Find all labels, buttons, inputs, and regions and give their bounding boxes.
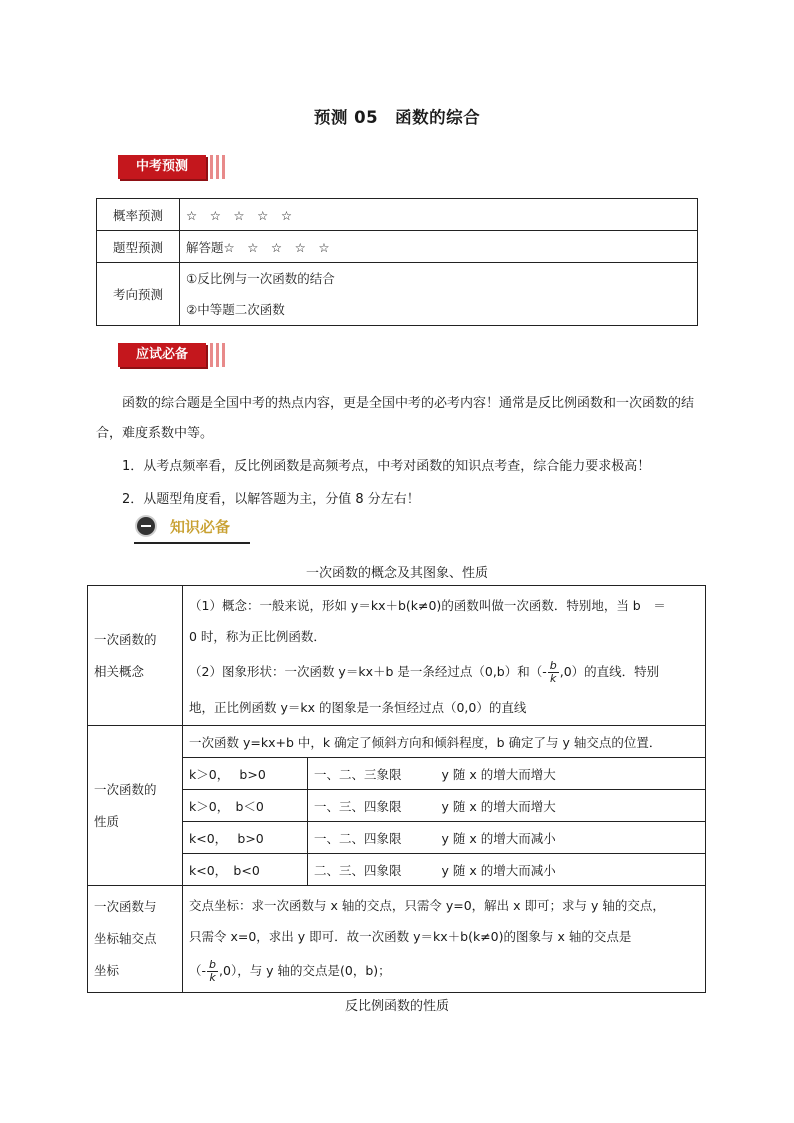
quadrant-text: 一、三、四象限 (314, 798, 402, 814)
table-caption: 一次函数的概念及其图象、性质 (305, 566, 488, 581)
ribbon-stripe (216, 343, 219, 367)
intersection-line-coords (189, 952, 699, 990)
label-line: 相关概念 (94, 663, 145, 679)
table-cell-value (180, 263, 698, 326)
intersection-line: 只需令 x=0，求出 y 即可．故一次函数 y＝kx＋b(k≠0)的图象与 x 轴的交点是 (189, 929, 632, 944)
table-cell-value: 解答题☆ ☆ ☆ ☆ ☆ (180, 231, 698, 263)
ribbon-stripe (210, 343, 213, 367)
trend-text: y 随 x 的增大而减小 (441, 862, 556, 878)
concept-line: 地，正比例函数 y＝kx 的图象是一条恒经过点（0,0）的直线 (189, 700, 527, 715)
concept-line-shape (189, 652, 699, 692)
concept-content (183, 586, 706, 726)
quadrant-cell (308, 854, 706, 886)
fraction-numerator: b (549, 659, 557, 672)
fraction-denominator: k (209, 971, 216, 984)
quadrant-cell (308, 758, 706, 790)
table-row (88, 726, 706, 758)
condition-cell: k<0， b>0 (183, 822, 308, 854)
intro-paragraph: 函数的综合题是全国中考的热点内容，更是全国中考的必考内容！通常是反比例函数和一次函数的结合，难度系数中等。 (96, 396, 695, 441)
fraction-sign: - (201, 963, 207, 978)
row-label-concept (88, 586, 183, 726)
table-cell-label: 考向预测 (97, 263, 180, 326)
table-row (88, 586, 706, 726)
ribbon-exam-essentials (110, 343, 230, 367)
properties-intro: 一次函数 y=kx+b 中，k 确定了倾斜方向和倾斜程度，b 确定了与 y 轴交点的位置． (183, 726, 706, 758)
table-caption: 反比例函数的性质 (344, 999, 449, 1014)
ribbon-stripe (222, 155, 225, 179)
direction-item: ②中等题二次函数 (186, 302, 285, 317)
label-line: 性质 (94, 813, 120, 829)
intro-point-2: 2．从题型角度看，以解答题为主，分值 8 分左右！ (122, 492, 420, 507)
label-line: 一次函数的 (94, 631, 157, 647)
condition-cell: k＞0， b>0 (183, 758, 308, 790)
knowledge-title: 知识必备 (170, 518, 231, 536)
trend-text: y 随 x 的增大而增大 (441, 798, 556, 814)
fraction-b-over-k (207, 959, 218, 984)
intersection-line: 交点坐标：求一次函数与 x 轴的交点，只需令 y=0，解出 x 即可；求与 y 轴的交点， (189, 898, 665, 913)
table-row (88, 886, 706, 993)
fraction-numerator: b (209, 958, 217, 971)
ribbon-label: 应试必备 (118, 343, 206, 367)
concept-line: （1）概念：一般来说，形如 y＝kx＋b(k≠0)的函数叫做一次函数．特别地，当 b ＝ (189, 598, 666, 613)
label-line: 坐标 (94, 963, 120, 978)
fraction-sign: - (542, 664, 547, 679)
quadrant-text: 一、二、三象限 (314, 766, 402, 782)
concept-text: ,0）的直线．特别 (559, 664, 660, 679)
quadrant-cell (308, 822, 706, 854)
row-label-intersection (88, 886, 183, 993)
concept-text: （2）图象形状：一次函数 y＝kx＋b 是一条经过点（0,b）和（ (189, 664, 543, 679)
condition-cell: k＞0， b＜0 (183, 790, 308, 822)
ribbon-stripe (216, 155, 219, 179)
label-line: 坐标轴交点 (94, 931, 157, 946)
table-row (97, 199, 698, 231)
trend-text: y 随 x 的增大而减小 (441, 830, 556, 846)
ribbon-label: 中考预测 (118, 155, 206, 179)
intro-point-1: 1．从考点频率看，反比例函数是高频考点，中考对函数的知识点考查，综合能力要求极高！ (122, 459, 651, 474)
table-cell-value: ☆ ☆ ☆ ☆ ☆ (180, 199, 698, 231)
table-row (97, 231, 698, 263)
row-label-properties (88, 726, 183, 886)
condition-cell: k<0， b<0 (183, 854, 308, 886)
ribbon-stripe (222, 343, 225, 367)
intersection-content (183, 886, 706, 993)
prediction-table (96, 198, 698, 326)
page-title: 预测 05 函数的综合 (313, 108, 481, 127)
label-line: 一次函数的 (94, 781, 157, 797)
linear-function-table (87, 585, 706, 993)
concept-line: 0 时，称为正比例函数． (189, 629, 326, 644)
fraction-b-over-k (548, 660, 559, 685)
intersection-text: ,0），与 y 轴的交点是(0，b)； (219, 963, 391, 978)
fraction-denominator: k (550, 672, 557, 685)
table-row (97, 263, 698, 326)
knowledge-heading (134, 514, 250, 544)
label-line: 一次函数与 (94, 899, 157, 914)
minus-circle-icon (137, 517, 155, 535)
table-cell-label: 概率预测 (97, 199, 180, 231)
table-cell-label: 题型预测 (97, 231, 180, 263)
quadrant-cell (308, 790, 706, 822)
quadrant-text: 二、三、四象限 (314, 862, 402, 878)
direction-item: ①反比例与一次函数的结合 (186, 271, 335, 286)
quadrant-text: 一、二、四象限 (314, 830, 402, 846)
intersection-text: （ (189, 963, 202, 978)
ribbon-exam-prediction (110, 155, 230, 179)
ribbon-stripe (210, 155, 213, 179)
trend-text: y 随 x 的增大而增大 (441, 766, 556, 782)
